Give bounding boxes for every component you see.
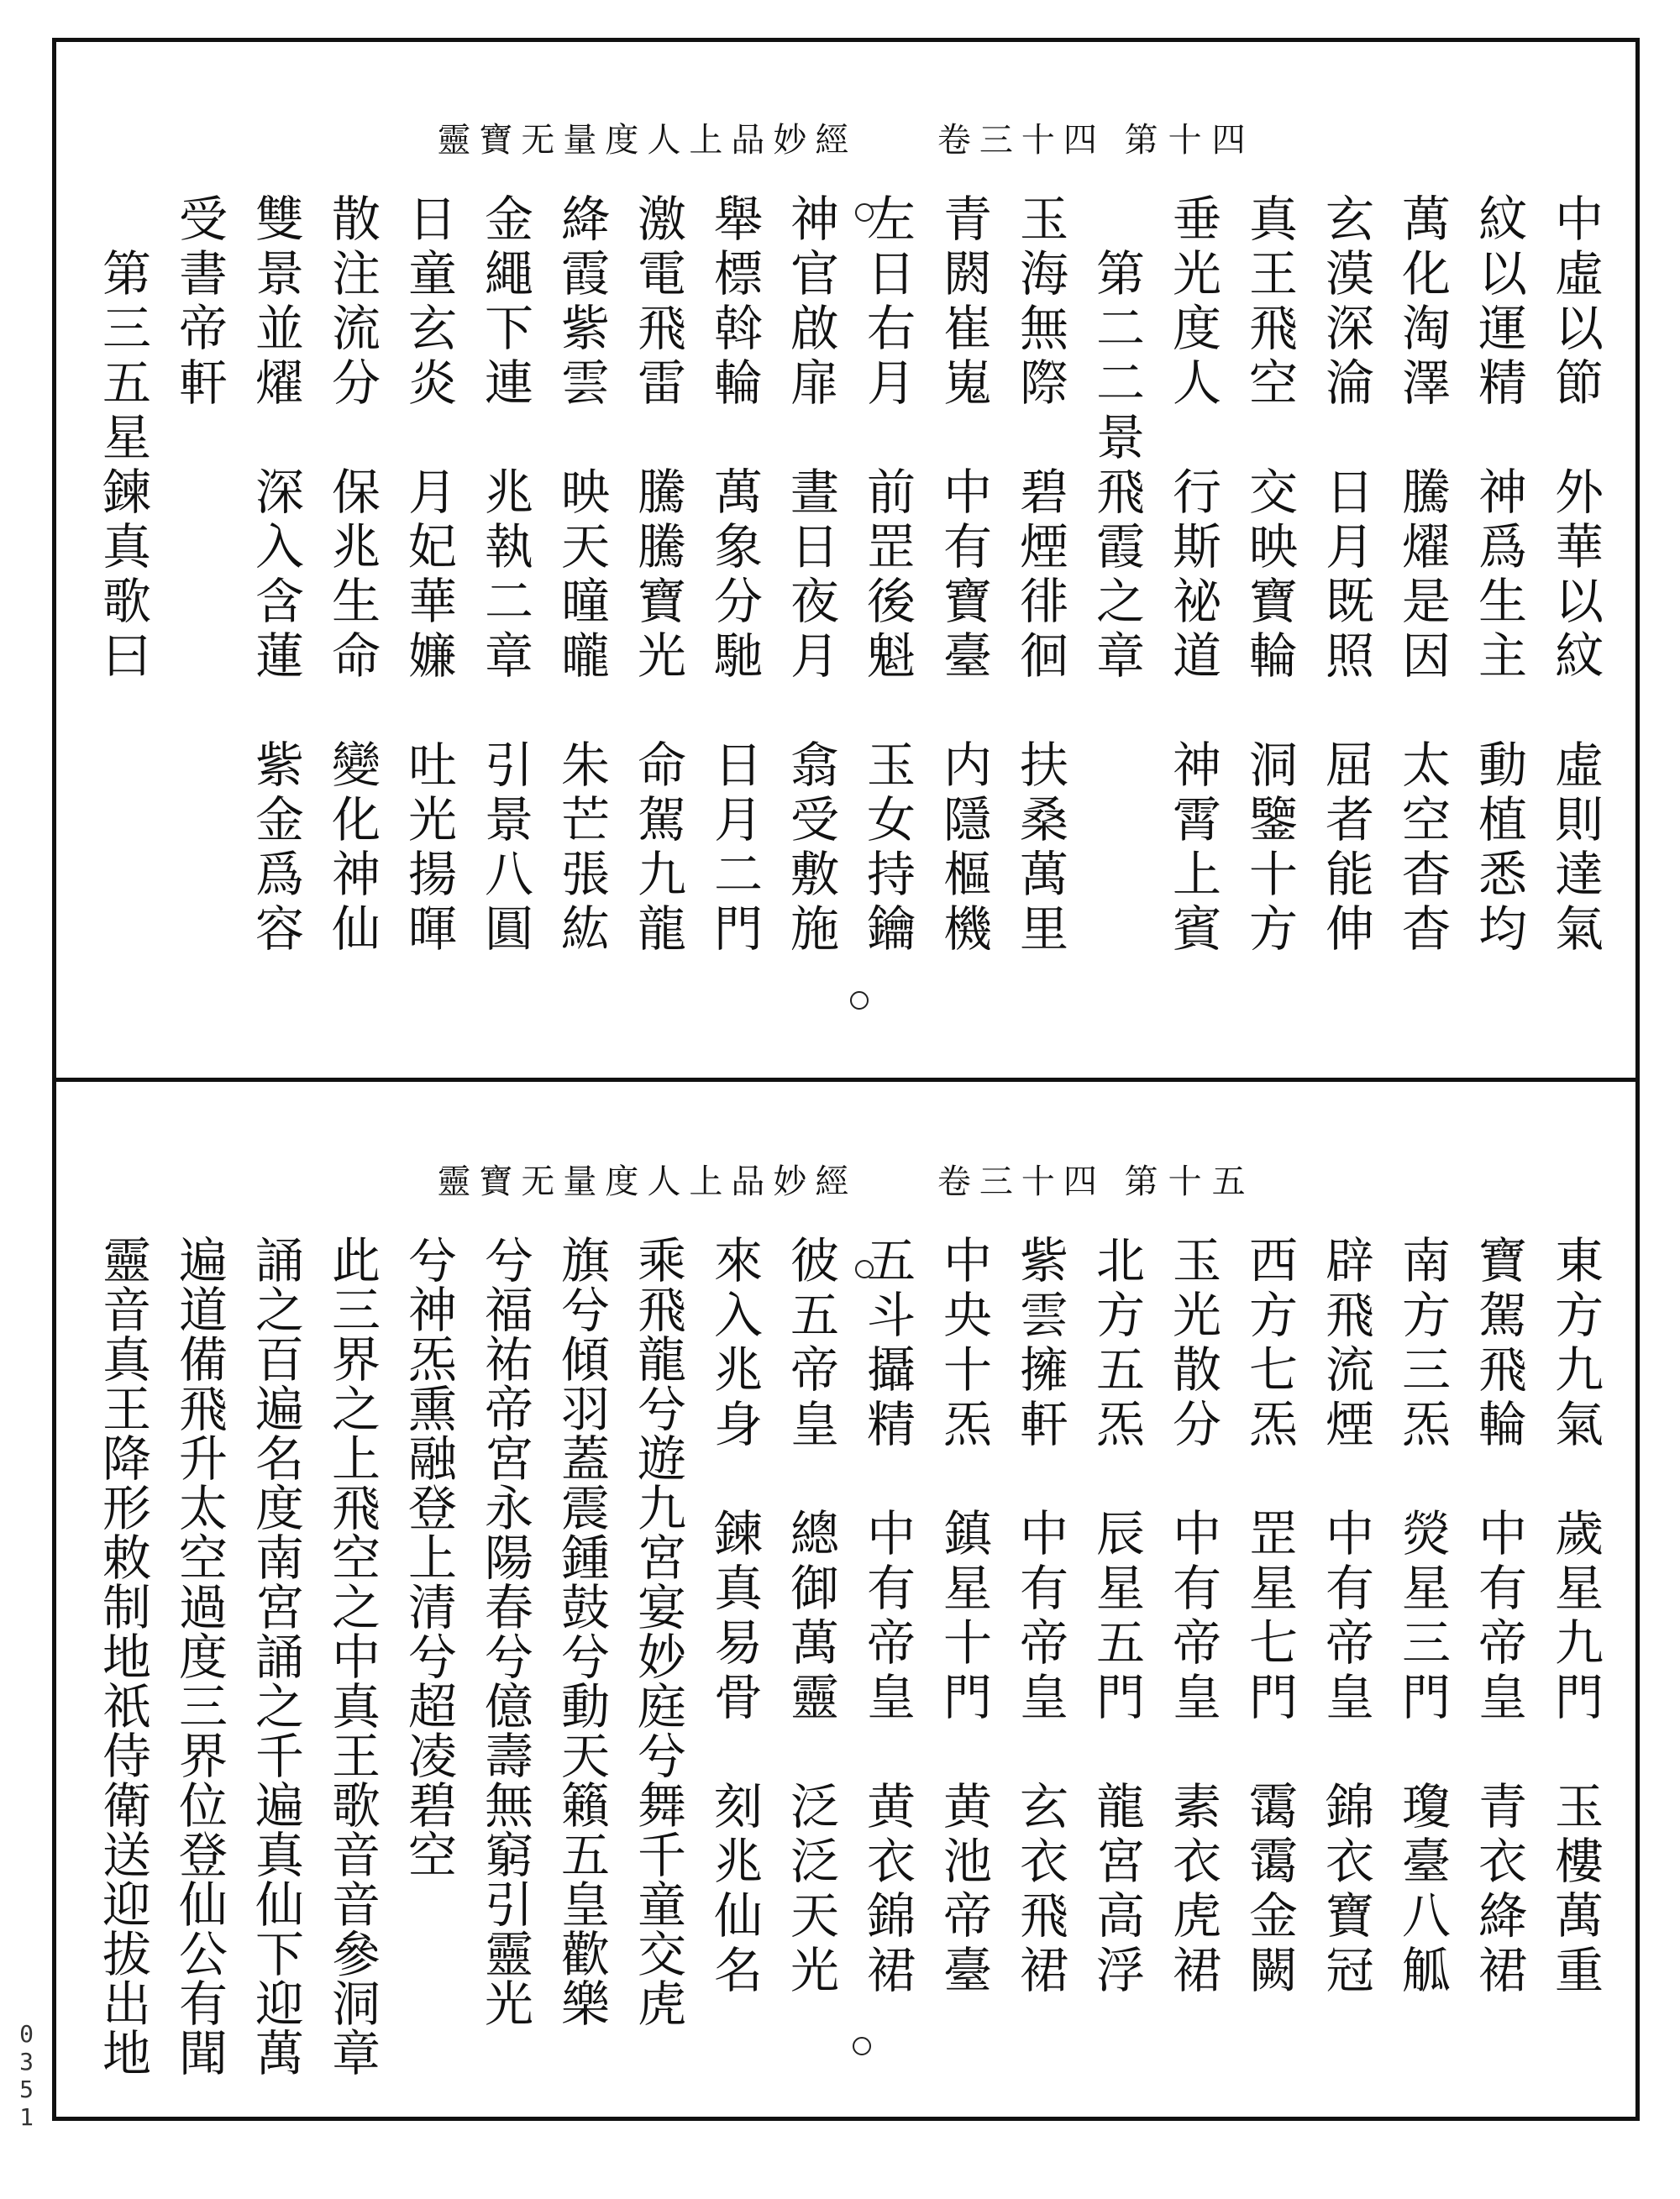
header-title: 靈寶无量度人上品妙經	[437, 1162, 858, 1201]
text-column: 靈音真王降形敕制地祇侍衛送迎拔出地	[94, 1235, 151, 2077]
punctuation-circle	[850, 991, 869, 1010]
text-column: 舉標斡輪 萬象分馳 日月二門	[706, 193, 763, 958]
text-column: 真王飛空 交映寶輪 洞鑒十方	[1241, 193, 1298, 958]
text-column: 紫雲擁軒 中有帝皇 玄衣飛裙	[1011, 1235, 1068, 1999]
punctuation-circle	[855, 203, 874, 222]
text-column: 散注流分 保兆生命 變化神仙	[323, 193, 381, 958]
header-page-number: 第十五	[1124, 1162, 1256, 1201]
text-column: 五斗攝精 中有帝皇 黄衣錦裙	[858, 1235, 916, 1999]
text-column: 西方七炁 罡星七門 霭霭金闕	[1241, 1235, 1298, 1999]
text-column: 東方九氣 歲星九門 玉樓萬重	[1546, 1235, 1604, 1999]
text-column: 玄漠深淪 日月既照 屈者能伸	[1317, 193, 1374, 958]
header-volume: 卷三十四	[937, 1162, 1105, 1201]
text-column: 彼五帝皇 總御萬靈 泛泛天光	[782, 1235, 839, 1999]
text-column: 此三界之上飛空之中真王歌音音參洞章	[323, 1235, 381, 2077]
top-page	[67, 118, 1625, 1126]
text-column: 兮福祐帝宮永陽春兮億壽無窮引靈光	[476, 1235, 533, 2028]
text-column: 垂光度人 行斯祕道 神霄上賓	[1164, 193, 1221, 958]
text-column: 辟飛流煙 中有帝皇 錦衣寶冠	[1317, 1235, 1374, 1999]
text-column: 寶駕飛輪 中有帝皇 青衣絳裙	[1470, 1235, 1527, 1999]
text-column: 北方五炁 辰星五門 龍宮高浮	[1088, 1235, 1145, 1999]
text-column: 旗兮傾羽蓋震鍾鼓兮動天籟五皇歡樂	[553, 1235, 610, 2028]
header-title: 靈寶无量度人上品妙經	[437, 121, 858, 160]
text-column: 激電飛雷 騰騰寶光 命駕九龍	[629, 193, 686, 958]
text-column: 絳霞紫雲 映天曈曨 朱芒張紘	[553, 193, 610, 958]
text-column: 日童玄炎 月妃華嬚 吐光揚暉	[400, 193, 457, 958]
text-column: 萬化淘澤 騰燿是因 太空杳杳	[1394, 193, 1451, 958]
section-heading: 第三五星鍊真歌曰	[94, 193, 151, 685]
text-column: 誦之百遍名度南宮誦之千遍真仙下迎萬	[247, 1235, 304, 2077]
text-column: 來入兆身 鍊真易骨 刻兆仙名	[706, 1235, 763, 1999]
header-page-number: 第十四	[1124, 121, 1256, 160]
text-column: 雙景並燿 深入含蓮 紫金爲容	[247, 193, 304, 958]
text-column: 金繩下連 兆執二章 引景八圓	[476, 193, 533, 958]
text-column: 遍道備飛升太空過度三界位登仙公有聞	[171, 1235, 228, 2077]
text-column: 中虛以節 外華以紋 虛則達氣	[1546, 193, 1604, 958]
top-page-header	[67, 113, 1625, 161]
text-column: 兮神炁熏融登上清兮超凌碧空	[400, 1235, 457, 1879]
bottom-page	[67, 1155, 1625, 2163]
section-heading: 第二二景飛霞之章	[1088, 193, 1145, 685]
text-column: 玉光散分 中有帝皇 素衣虎裙	[1164, 1235, 1221, 1999]
text-column: 南方三炁 熒星三門 瓊臺八觚	[1394, 1235, 1451, 1999]
text-column: 紋以運精 神爲生主 動植悉均	[1470, 193, 1527, 958]
header-volume: 卷三十四	[937, 121, 1105, 160]
top-page-text	[63, 193, 1609, 1126]
archive-number: 0351	[13, 2020, 40, 2131]
text-column: 青閼崔嵬 中有寶臺 内隱樞機	[935, 193, 992, 958]
text-column: 玉海無際 碧煙徘徊 扶桑萬里	[1011, 193, 1068, 958]
text-column: 左日右月 前罡後魁 玉女持鑰	[858, 193, 916, 958]
punctuation-circle	[853, 2037, 871, 2055]
text-column: 中央十炁 鎮星十門 黄池帝臺	[935, 1235, 992, 1999]
text-column: 受書帝軒	[171, 193, 228, 412]
text-column: 乘飛龍兮遊九宮宴妙庭兮舞千童交虎	[629, 1235, 686, 2028]
bottom-page-header	[67, 1155, 1625, 1203]
bottom-page-text	[63, 1235, 1609, 2167]
punctuation-circle	[855, 1260, 874, 1278]
text-column: 神官啟扉 晝日夜月 翕受敷施	[782, 193, 839, 958]
